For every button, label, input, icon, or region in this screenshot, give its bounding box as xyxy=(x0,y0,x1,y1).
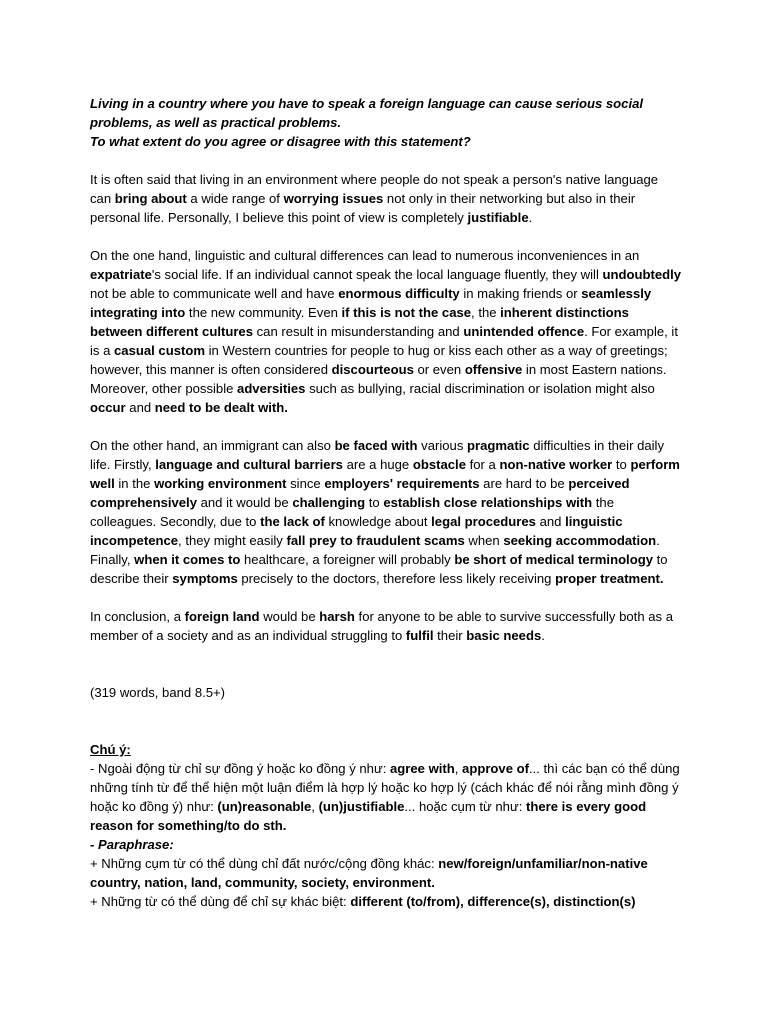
text-run: , xyxy=(454,761,463,776)
word-count: (319 words, band 8.5+) xyxy=(90,685,226,700)
bold-phrase: when it comes to xyxy=(134,552,241,567)
bold-phrase: establish close relationships with xyxy=(383,495,593,510)
bold-phrase: inherent distinctions between different cultures xyxy=(90,305,629,339)
text-run: when xyxy=(464,533,504,548)
text-run: and xyxy=(535,514,566,529)
text-run: . Finally, xyxy=(90,533,660,567)
text-run: not be able to communicate well and have xyxy=(90,286,339,301)
bold-phrase: be faced with xyxy=(334,438,418,453)
text-run: and it would be xyxy=(196,495,293,510)
bold-phrase: agree with xyxy=(390,761,455,776)
bold-phrase: be short of medical terminology xyxy=(454,552,653,567)
notes-title: Chú ý: xyxy=(90,742,131,757)
bold-phrase: seamlessly integrating into xyxy=(90,286,652,320)
bold-phrase: basic needs xyxy=(466,628,542,643)
essay-prompt xyxy=(90,94,682,151)
text-run: 's social life. If an individual cannot speak the local language fluently, they will xyxy=(151,267,603,282)
text-run: for a xyxy=(465,457,500,472)
bold-phrase: foreign land xyxy=(184,609,260,624)
bold-phrase: approve of xyxy=(462,761,529,776)
bold-phrase: symptoms xyxy=(172,571,238,586)
bold-phrase: if this is not the case xyxy=(341,305,472,320)
text-run: In conclusion, a xyxy=(90,609,185,624)
bold-phrase: legal procedures xyxy=(431,514,536,529)
text-run: can result in misunderstanding and xyxy=(252,324,464,339)
bold-phrase: undoubtedly xyxy=(602,267,682,282)
text-run: ... hoặc cụm từ như: xyxy=(404,799,527,814)
body-paragraph-1 xyxy=(90,246,682,417)
text-run: On the other hand, an immigrant can also xyxy=(90,438,335,453)
text-run: ... thì các bạn có thể dùng những tính từ để thể hiện một luận điểm là hợp lý hoặc ko hợp lý (cách khác để nói rằng mình đồng ý hoặc ko đồng ý) như: xyxy=(90,761,680,814)
bold-phrase: enormous difficulty xyxy=(338,286,460,301)
text-run: are a huge xyxy=(342,457,413,472)
text-run: , they might easily xyxy=(178,533,287,548)
bold-phrase: casual custom xyxy=(114,343,205,358)
bold-phrase: unintended offence xyxy=(463,324,585,339)
text-run: in the xyxy=(114,476,155,491)
text-run: their xyxy=(433,628,467,643)
bold-phrase: fall prey to fraudulent scams xyxy=(286,533,465,548)
bold-phrase: new/foreign/unfamiliar/non-native country, nation, land, community, society, environment. xyxy=(90,856,648,890)
text-run: in making friends or xyxy=(459,286,582,301)
notes-paraphrase-heading: - Paraphrase: xyxy=(90,837,174,852)
bold-phrase: (un)reasonable xyxy=(217,799,312,814)
text-run: a wide range of xyxy=(186,191,284,206)
bold-phrase: bring about xyxy=(114,191,187,206)
text-run: or even xyxy=(413,362,465,377)
text-run: It is often said that living in an environment where people do not speak a person's native language can xyxy=(90,172,659,206)
notes-line-2 xyxy=(90,854,682,892)
text-run: the colleagues. Secondly, due to xyxy=(90,495,614,529)
bold-phrase: perceived comprehensively xyxy=(90,476,630,510)
prompt-question: To what extent do you agree or disagree with this statement? xyxy=(90,134,471,149)
text-run: precisely to the doctors, therefore less likely receiving xyxy=(237,571,556,586)
bold-phrase: challenging xyxy=(292,495,366,510)
bold-phrase: perform well xyxy=(90,457,680,491)
text-run: to describe their xyxy=(90,552,668,586)
bold-phrase: seeking accommodation xyxy=(503,533,657,548)
text-run: such as bullying, racial discrimination or isolation might also xyxy=(305,381,655,396)
text-run: for anyone to be able to survive successfully both as a member of a society and as an individual struggling to xyxy=(90,609,673,643)
bold-phrase: proper treatment. xyxy=(555,571,664,586)
bold-phrase: expatriate xyxy=(90,267,152,282)
text-run: + Những cụm từ có thể dùng chỉ đất nước/cộng đồng khác: xyxy=(90,856,439,871)
bold-phrase: occur xyxy=(90,400,126,415)
bold-phrase: there is every good reason for something/to do sth. xyxy=(90,799,647,833)
text-run: in Western countries for people to hug or kiss each other as a way of greetings; however, this manner is often considered xyxy=(90,343,668,377)
text-run: to xyxy=(612,457,631,472)
text-run: healthcare, a foreigner will probably xyxy=(240,552,455,567)
bold-phrase: non-native worker xyxy=(499,457,613,472)
conclusion-paragraph xyxy=(90,607,682,645)
bold-phrase: language and cultural barriers xyxy=(155,457,343,472)
notes-section xyxy=(90,740,682,911)
text-run: would be xyxy=(259,609,320,624)
text-run: . For example, it is a xyxy=(90,324,678,358)
bold-phrase: need to be dealt with. xyxy=(154,400,288,415)
bold-phrase: fulfil xyxy=(405,628,434,643)
text-run: to xyxy=(365,495,384,510)
bold-phrase: (un)justifiable xyxy=(318,799,405,814)
bold-phrase: the lack of xyxy=(260,514,325,529)
bold-phrase: adversities xyxy=(237,381,306,396)
text-run: knowledge about xyxy=(324,514,432,529)
bold-phrase: obstacle xyxy=(412,457,466,472)
text-run: various xyxy=(417,438,468,453)
text-run: and xyxy=(125,400,155,415)
notes-line-3 xyxy=(90,892,682,911)
bold-phrase: different (to/from), difference(s), distinction(s) xyxy=(350,894,636,909)
intro-paragraph xyxy=(90,170,682,227)
text-run: + Những từ có thể dùng để chỉ sự khác biệt: xyxy=(90,894,351,909)
bold-phrase: worrying issues xyxy=(283,191,384,206)
bold-phrase: employers' requirements xyxy=(324,476,480,491)
bold-phrase: working environment xyxy=(154,476,287,491)
bold-phrase: justifiable xyxy=(467,210,529,225)
text-run: not only in their networking but also in their personal life. Personally, I believe this point of view is completely xyxy=(90,191,636,225)
text-run: , the xyxy=(471,305,501,320)
notes-line-1 xyxy=(90,759,682,835)
bold-phrase: pragmatic xyxy=(467,438,530,453)
bold-phrase: linguistic incompetence xyxy=(90,514,623,548)
text-run: . xyxy=(541,628,545,643)
text-run: are hard to be xyxy=(479,476,569,491)
text-run: the new community. Even xyxy=(185,305,342,320)
bold-phrase: offensive xyxy=(464,362,523,377)
bold-phrase: discourteous xyxy=(331,362,414,377)
text-run: On the one hand, linguistic and cultural differences can lead to numerous inconveniences in an xyxy=(90,248,640,263)
text-run: difficulties in their daily life. Firstly, xyxy=(90,438,665,472)
prompt-statement: Living in a country where you have to speak a foreign language can cause serious social problems, as well as practical problems. xyxy=(90,96,644,130)
text-run: , xyxy=(311,799,319,814)
text-run: since xyxy=(286,476,325,491)
text-run: - Ngoài động từ chỉ sự đồng ý hoặc ko đồng ý như: xyxy=(90,761,390,776)
text-run: in most Eastern nations. Moreover, other possible xyxy=(90,362,667,396)
text-run: . xyxy=(528,210,533,225)
bold-phrase: harsh xyxy=(319,609,355,624)
body-paragraph-2 xyxy=(90,436,682,588)
